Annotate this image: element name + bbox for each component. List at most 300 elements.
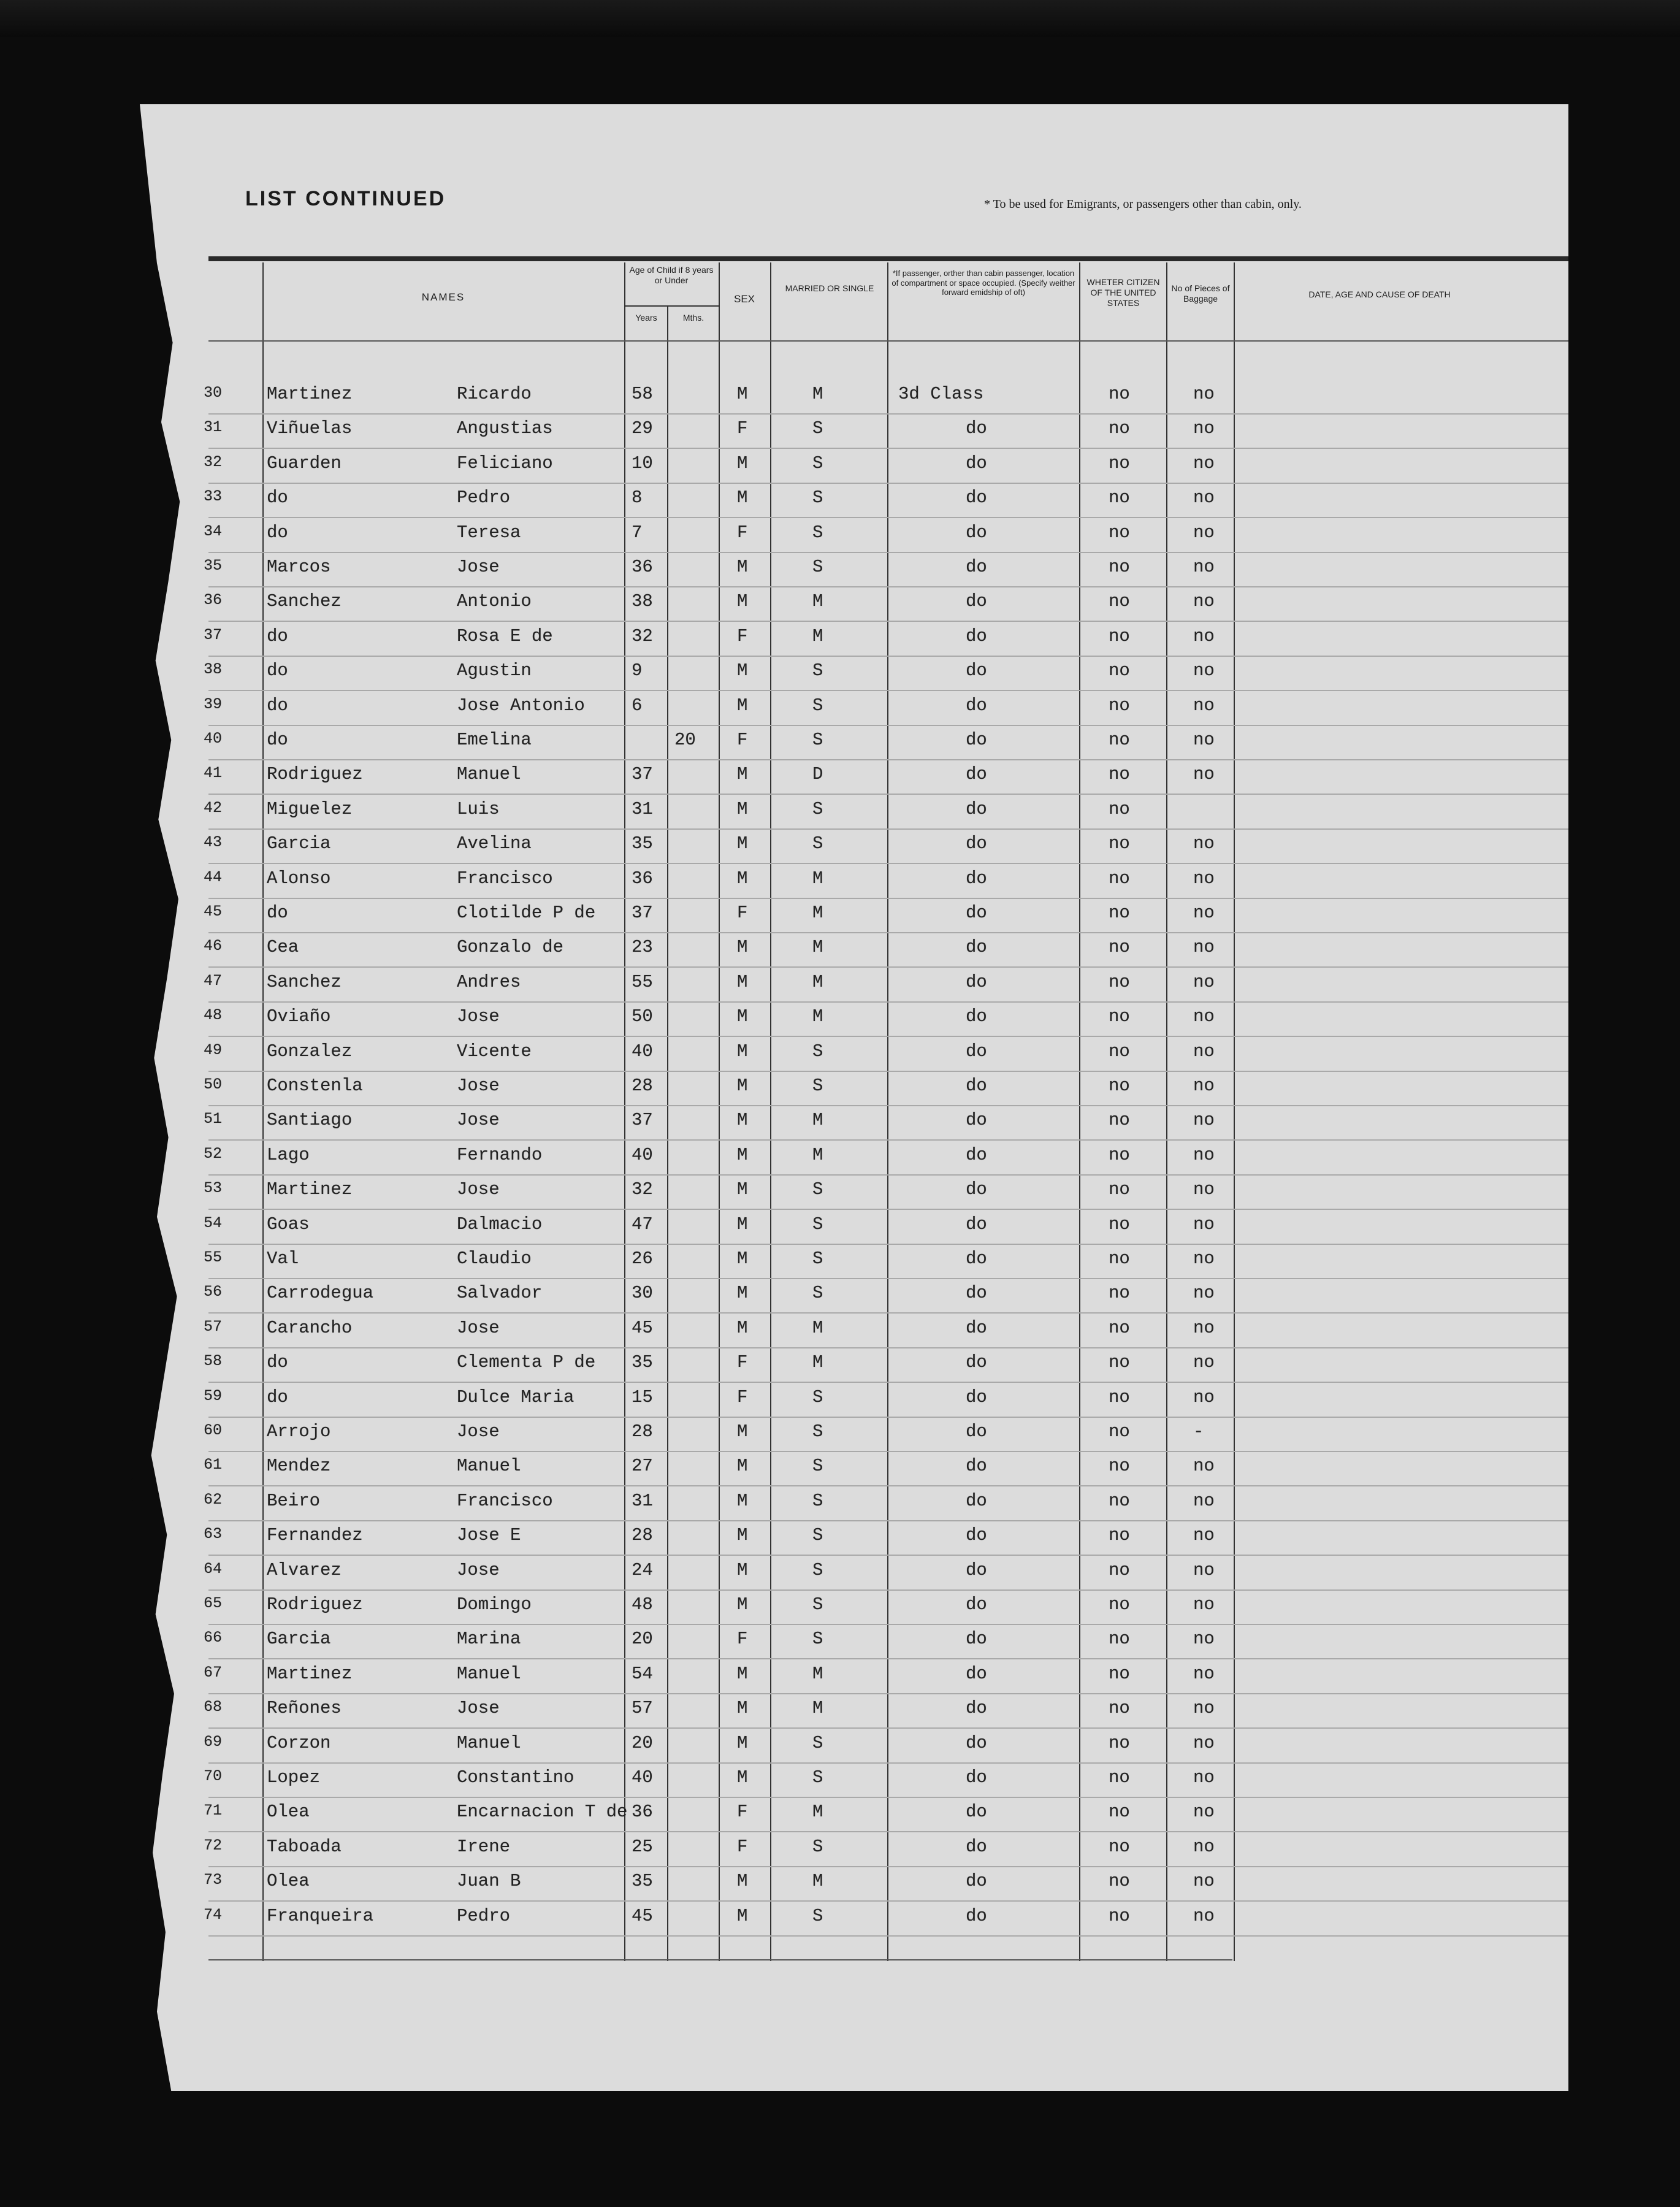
surname-cell: do xyxy=(267,695,288,716)
location-cell: do xyxy=(966,937,987,958)
given-name-cell: Rosa E de xyxy=(457,625,553,646)
punch-hole xyxy=(120,1898,143,1921)
manifest-sheet xyxy=(140,104,1568,2091)
marital-status-cell: M xyxy=(812,1352,823,1373)
age-years-cell: 35 xyxy=(632,1871,653,1892)
location-cell: do xyxy=(966,695,987,716)
age-years-cell: 30 xyxy=(632,1283,653,1304)
header-location: *If passenger, orther than cabin passenger, location of compartment or space occupied. (Specify weither forward emidship of oft) xyxy=(892,269,1075,297)
location-cell: do xyxy=(966,1076,987,1096)
surname-cell: do xyxy=(267,488,288,508)
baggage-cell: no xyxy=(1193,695,1215,716)
row-number: 50 xyxy=(204,1076,223,1093)
location-cell: do xyxy=(966,1698,987,1719)
citizen-cell: no xyxy=(1109,1698,1130,1719)
location-cell: do xyxy=(966,453,987,473)
given-name-cell: Francisco xyxy=(457,1490,553,1511)
row-rule xyxy=(208,1382,1568,1383)
location-cell: do xyxy=(966,591,987,612)
given-name-cell: Clotilde P de xyxy=(457,903,596,923)
age-years-cell: 27 xyxy=(632,1456,653,1477)
citizen-cell: no xyxy=(1109,1663,1130,1684)
row-rule xyxy=(208,794,1568,795)
row-rule xyxy=(208,1278,1568,1279)
header-age: Age of Child if 8 years or Under xyxy=(629,265,714,285)
baggage-cell: no xyxy=(1193,1110,1215,1131)
given-name-cell: Jose xyxy=(457,1317,500,1338)
citizen-cell: no xyxy=(1109,1905,1130,1926)
header-citizen: WHETER CITIZEN OF THE UNITED STATES xyxy=(1086,277,1160,308)
row-number: 65 xyxy=(204,1594,223,1612)
baggage-cell: no xyxy=(1193,591,1215,612)
baggage-cell: no xyxy=(1193,1698,1215,1719)
sex-cell: M xyxy=(737,1041,748,1061)
marital-status-cell: M xyxy=(812,1317,823,1338)
row-number: 46 xyxy=(204,937,223,955)
surname-cell: do xyxy=(267,522,288,543)
age-years-cell: 38 xyxy=(632,591,653,612)
sex-cell: M xyxy=(737,1663,748,1684)
row-number: 52 xyxy=(204,1144,223,1163)
row-rule xyxy=(208,1624,1568,1625)
row-number: 63 xyxy=(204,1525,223,1543)
sex-cell: F xyxy=(737,1802,748,1823)
age-years-cell: 40 xyxy=(632,1144,653,1165)
sex-cell: M xyxy=(737,764,748,785)
row-rule xyxy=(208,1001,1568,1003)
row-number: 37 xyxy=(204,625,223,644)
row-rule xyxy=(208,552,1568,553)
given-name-cell: Jose Antonio xyxy=(457,695,585,716)
marital-status-cell: S xyxy=(812,1076,823,1096)
sex-cell: M xyxy=(737,1490,748,1511)
surname-cell: Gonzalez xyxy=(267,1041,353,1061)
sex-cell: M xyxy=(737,833,748,854)
baggage-cell: no xyxy=(1193,1179,1215,1200)
header-rule xyxy=(208,256,1568,261)
citizen-cell: no xyxy=(1109,1144,1130,1165)
row-number: 54 xyxy=(204,1214,223,1232)
age-years-cell: 7 xyxy=(632,522,643,543)
row-rule xyxy=(208,1900,1568,1902)
row-rule xyxy=(208,1174,1568,1176)
row-number: 40 xyxy=(204,730,223,748)
location-cell: do xyxy=(966,1836,987,1857)
surname-cell: Carancho xyxy=(267,1317,353,1338)
sex-cell: M xyxy=(737,695,748,716)
marital-status-cell: M xyxy=(812,1144,823,1165)
baggage-cell: no xyxy=(1193,625,1215,646)
given-name-cell: Luis xyxy=(457,798,500,819)
marital-status-cell: M xyxy=(812,625,823,646)
row-rule xyxy=(208,1244,1568,1245)
given-name-cell: Angustias xyxy=(457,418,553,439)
row-number: 39 xyxy=(204,695,223,713)
location-cell: do xyxy=(966,971,987,992)
row-rule xyxy=(208,898,1568,899)
row-number: 45 xyxy=(204,903,223,920)
row-rule xyxy=(208,656,1568,657)
marital-status-cell: S xyxy=(812,1732,823,1753)
baggage-cell: no xyxy=(1193,557,1215,577)
marital-status-cell: S xyxy=(812,1836,823,1857)
age-years-cell: 25 xyxy=(632,1836,653,1857)
given-name-cell: Clementa P de xyxy=(457,1352,596,1373)
marital-status-cell: M xyxy=(812,868,823,889)
row-number: 58 xyxy=(204,1352,223,1371)
baggage-cell: no xyxy=(1193,1594,1215,1615)
sex-cell: F xyxy=(737,1836,748,1857)
baggage-cell: no xyxy=(1193,1767,1215,1788)
row-number: 48 xyxy=(204,1006,223,1025)
row-number: 32 xyxy=(204,453,223,471)
location-cell: do xyxy=(966,1905,987,1926)
row-number: 41 xyxy=(204,764,223,782)
surname-cell: Mendez xyxy=(267,1456,331,1477)
row-number: 61 xyxy=(204,1456,223,1474)
marital-status-cell: M xyxy=(812,903,823,923)
location-cell: do xyxy=(966,1525,987,1546)
surname-cell: Corzon xyxy=(267,1732,331,1753)
marital-status-cell: S xyxy=(812,1041,823,1061)
citizen-cell: no xyxy=(1109,937,1130,958)
surname-cell: Alvarez xyxy=(267,1559,342,1580)
given-name-cell: Jose xyxy=(457,1421,500,1442)
location-cell: do xyxy=(966,730,987,750)
marital-status-cell: S xyxy=(812,1559,823,1580)
film-edge xyxy=(0,0,1680,37)
given-name-cell: Andres xyxy=(457,971,521,992)
row-number: 68 xyxy=(204,1698,223,1716)
row-number: 67 xyxy=(204,1663,223,1681)
surname-cell: Alonso xyxy=(267,868,331,889)
sex-cell: M xyxy=(737,1076,748,1096)
citizen-cell: no xyxy=(1109,1767,1130,1788)
baggage-cell: no xyxy=(1193,1317,1215,1338)
surname-cell: Rodriguez xyxy=(267,764,363,785)
given-name-cell: Jose xyxy=(457,1179,500,1200)
marital-status-cell: S xyxy=(812,730,823,750)
given-name-cell: Marina xyxy=(457,1629,521,1650)
location-cell: do xyxy=(966,1249,987,1269)
surname-cell: Garcia xyxy=(267,1629,331,1650)
given-name-cell: Pedro xyxy=(457,1905,511,1926)
surname-cell: Rodriguez xyxy=(267,1594,363,1615)
row-number: 42 xyxy=(204,798,223,817)
given-name-cell: Ricardo xyxy=(457,384,532,404)
given-name-cell: Manuel xyxy=(457,1456,521,1477)
sex-cell: F xyxy=(737,903,748,923)
citizen-cell: no xyxy=(1109,1214,1130,1234)
marital-status-cell: S xyxy=(812,695,823,716)
baggage-cell: no xyxy=(1193,418,1215,439)
sex-cell: M xyxy=(737,557,748,577)
row-rule xyxy=(208,863,1568,864)
given-name-cell: Pedro xyxy=(457,488,511,508)
header-sex: SEX xyxy=(733,293,755,305)
row-rule xyxy=(208,1866,1568,1867)
baggage-cell: no xyxy=(1193,1006,1215,1027)
row-number: 60 xyxy=(204,1421,223,1439)
citizen-cell: no xyxy=(1109,418,1130,439)
punch-hole xyxy=(118,1802,141,1825)
sex-cell: M xyxy=(737,591,748,612)
row-rule xyxy=(208,1520,1568,1521)
header-names: NAMES xyxy=(421,291,465,303)
surname-cell: Arrojo xyxy=(267,1421,331,1442)
citizen-cell: no xyxy=(1109,1387,1130,1407)
row-rule xyxy=(208,1209,1568,1210)
row-number: 56 xyxy=(204,1283,223,1301)
surname-cell: Guarden xyxy=(267,453,342,473)
marital-status-cell: M xyxy=(812,1698,823,1719)
citizen-cell: no xyxy=(1109,1283,1130,1304)
marital-status-cell: S xyxy=(812,1179,823,1200)
row-number: 72 xyxy=(204,1836,223,1854)
row-rule xyxy=(208,932,1568,933)
age-years-cell: 36 xyxy=(632,1802,653,1823)
citizen-cell: no xyxy=(1109,798,1130,819)
row-number: 55 xyxy=(204,1249,223,1266)
location-cell: do xyxy=(966,1663,987,1684)
citizen-cell: no xyxy=(1109,1871,1130,1892)
row-number: 47 xyxy=(204,971,223,990)
surname-cell: Lago xyxy=(267,1144,310,1165)
baggage-cell: no xyxy=(1193,384,1215,404)
citizen-cell: no xyxy=(1109,625,1130,646)
age-years-cell: 31 xyxy=(632,1490,653,1511)
age-years-cell: 37 xyxy=(632,764,653,785)
age-years-cell: 40 xyxy=(632,1041,653,1061)
baggage-cell: no xyxy=(1193,971,1215,992)
baggage-cell: no xyxy=(1193,1144,1215,1165)
marital-status-cell: M xyxy=(812,1006,823,1027)
given-name-cell: Irene xyxy=(457,1836,511,1857)
sex-cell: F xyxy=(737,418,748,439)
row-number: 62 xyxy=(204,1490,223,1509)
row-rule xyxy=(208,1417,1568,1418)
location-cell: do xyxy=(966,1767,987,1788)
baggage-cell: no xyxy=(1193,660,1215,681)
citizen-cell: no xyxy=(1109,1559,1130,1580)
baggage-cell: no xyxy=(1193,522,1215,543)
row-number: 35 xyxy=(204,557,223,575)
age-years-cell: 47 xyxy=(632,1214,653,1234)
location-cell: do xyxy=(966,1732,987,1753)
punch-hole xyxy=(126,1478,149,1501)
sex-cell: M xyxy=(737,937,748,958)
row-rule xyxy=(208,828,1568,830)
sex-cell: M xyxy=(737,1006,748,1027)
citizen-cell: no xyxy=(1109,868,1130,889)
sex-cell: M xyxy=(737,453,748,473)
row-rule xyxy=(208,1451,1568,1452)
row-rule xyxy=(208,1831,1568,1832)
baggage-cell: no xyxy=(1193,1214,1215,1234)
sex-cell: F xyxy=(737,625,748,646)
age-years-cell: 35 xyxy=(632,833,653,854)
citizen-cell: no xyxy=(1109,833,1130,854)
location-cell: do xyxy=(966,764,987,785)
age-years-cell: 29 xyxy=(632,418,653,439)
citizen-cell: no xyxy=(1109,1421,1130,1442)
row-rule xyxy=(208,1555,1568,1556)
marital-status-cell: S xyxy=(812,418,823,439)
location-cell: do xyxy=(966,660,987,681)
surname-cell: Val xyxy=(267,1249,299,1269)
column-divider xyxy=(667,307,668,1961)
given-name-cell: Salvador xyxy=(457,1283,543,1304)
location-cell: do xyxy=(966,1317,987,1338)
row-rule xyxy=(208,690,1568,691)
row-rule xyxy=(208,517,1568,518)
location-cell: do xyxy=(966,1490,987,1511)
citizen-cell: no xyxy=(1109,591,1130,612)
age-years-cell: 45 xyxy=(632,1317,653,1338)
citizen-cell: no xyxy=(1109,1110,1130,1131)
citizen-cell: no xyxy=(1109,522,1130,543)
row-rule xyxy=(208,966,1568,968)
citizen-cell: no xyxy=(1109,1317,1130,1338)
sex-cell: M xyxy=(737,798,748,819)
citizen-cell: no xyxy=(1109,1732,1130,1753)
location-cell: do xyxy=(966,1629,987,1650)
marital-status-cell: M xyxy=(812,971,823,992)
sex-cell: M xyxy=(737,1283,748,1304)
row-rule xyxy=(208,1105,1568,1106)
baggage-cell: no xyxy=(1193,868,1215,889)
location-cell: do xyxy=(966,1802,987,1823)
given-name-cell: Fernando xyxy=(457,1144,543,1165)
age-years-cell: 32 xyxy=(632,625,653,646)
header-married: MARRIED OR SINGLE xyxy=(785,283,874,293)
citizen-cell: no xyxy=(1109,488,1130,508)
marital-status-cell: S xyxy=(812,798,823,819)
surname-cell: Constenla xyxy=(267,1076,363,1096)
surname-cell: Carrodegua xyxy=(267,1283,374,1304)
surname-cell: Santiago xyxy=(267,1110,353,1131)
row-rule xyxy=(208,1693,1568,1694)
baggage-cell: no xyxy=(1193,1836,1215,1857)
surname-cell: Garcia xyxy=(267,833,331,854)
row-rule xyxy=(208,1762,1568,1764)
baggage-cell: no xyxy=(1193,453,1215,473)
row-number: 34 xyxy=(204,522,223,540)
citizen-cell: no xyxy=(1109,557,1130,577)
age-years-cell: 32 xyxy=(632,1179,653,1200)
marital-status-cell: M xyxy=(812,1802,823,1823)
baggage-cell: no xyxy=(1193,1352,1215,1373)
age-years-cell: 9 xyxy=(632,660,643,681)
row-number: 53 xyxy=(204,1179,223,1198)
age-years-cell: 10 xyxy=(632,453,653,473)
age-years-cell: 48 xyxy=(632,1594,653,1615)
given-name-cell: Teresa xyxy=(457,522,521,543)
location-cell: do xyxy=(966,798,987,819)
given-name-cell: Dulce Maria xyxy=(457,1387,575,1407)
age-years-cell: 28 xyxy=(632,1076,653,1096)
age-years-cell: 40 xyxy=(632,1767,653,1788)
location-cell: do xyxy=(966,1144,987,1165)
baggage-cell: no xyxy=(1193,1905,1215,1926)
given-name-cell: Antonio xyxy=(457,591,532,612)
marital-status-cell: S xyxy=(812,488,823,508)
location-cell: do xyxy=(966,1110,987,1131)
row-number: 57 xyxy=(204,1317,223,1336)
surname-cell: Oviaño xyxy=(267,1006,331,1027)
baggage-cell: no xyxy=(1193,1456,1215,1477)
row-rule xyxy=(208,586,1568,587)
location-cell: do xyxy=(966,903,987,923)
row-number: 36 xyxy=(204,591,223,610)
given-name-cell: Encarnacion T de xyxy=(457,1802,628,1823)
row-number: 59 xyxy=(204,1387,223,1405)
row-number: 51 xyxy=(204,1110,223,1128)
row-rule xyxy=(208,1071,1568,1072)
sex-cell: M xyxy=(737,1317,748,1338)
surname-cell: Franqueira xyxy=(267,1905,374,1926)
row-number: 74 xyxy=(204,1905,223,1924)
location-cell: do xyxy=(966,1214,987,1234)
age-years-cell: 31 xyxy=(632,798,653,819)
citizen-cell: no xyxy=(1109,1006,1130,1027)
row-number: 30 xyxy=(204,384,223,402)
row-number: 43 xyxy=(204,833,223,852)
location-cell: do xyxy=(966,1421,987,1442)
page-note: * To be used for Emigrants, or passengers other than cabin, only. xyxy=(984,197,1302,211)
marital-status-cell: S xyxy=(812,1629,823,1650)
location-cell: do xyxy=(966,418,987,439)
citizen-cell: no xyxy=(1109,1594,1130,1615)
header-mths: Mths. xyxy=(682,313,704,323)
citizen-cell: no xyxy=(1109,1525,1130,1546)
location-cell: do xyxy=(966,1283,987,1304)
baggage-cell: no xyxy=(1193,1663,1215,1684)
marital-status-cell: S xyxy=(812,1767,823,1788)
row-rule xyxy=(208,1935,1568,1937)
row-rule xyxy=(208,1139,1568,1141)
marital-status-cell: S xyxy=(812,1283,823,1304)
surname-cell: Cea xyxy=(267,937,299,958)
sex-cell: F xyxy=(737,730,748,750)
location-cell: do xyxy=(966,557,987,577)
sex-cell: F xyxy=(737,1629,748,1650)
sex-cell: M xyxy=(737,1559,748,1580)
citizen-cell: no xyxy=(1109,1249,1130,1269)
location-cell: do xyxy=(966,625,987,646)
citizen-cell: no xyxy=(1109,903,1130,923)
sex-cell: M xyxy=(737,1144,748,1165)
age-years-cell: 28 xyxy=(632,1421,653,1442)
baggage-cell: no xyxy=(1193,1387,1215,1407)
marital-status-cell: S xyxy=(812,1525,823,1546)
row-number: 33 xyxy=(204,488,223,506)
baggage-cell: no xyxy=(1193,1732,1215,1753)
header-years: Years xyxy=(635,313,657,323)
sex-cell: M xyxy=(737,1732,748,1753)
baggage-cell: - xyxy=(1193,1421,1204,1442)
sex-cell: M xyxy=(737,1905,748,1926)
given-name-cell: Jose xyxy=(457,1698,500,1719)
age-years-cell: 45 xyxy=(632,1905,653,1926)
row-rule xyxy=(208,759,1568,760)
surname-cell: Martinez xyxy=(267,1179,353,1200)
marital-status-cell: S xyxy=(812,557,823,577)
citizen-cell: no xyxy=(1109,453,1130,473)
surname-cell: do xyxy=(267,730,288,750)
baggage-cell: no xyxy=(1193,937,1215,958)
row-number: 64 xyxy=(204,1559,223,1578)
